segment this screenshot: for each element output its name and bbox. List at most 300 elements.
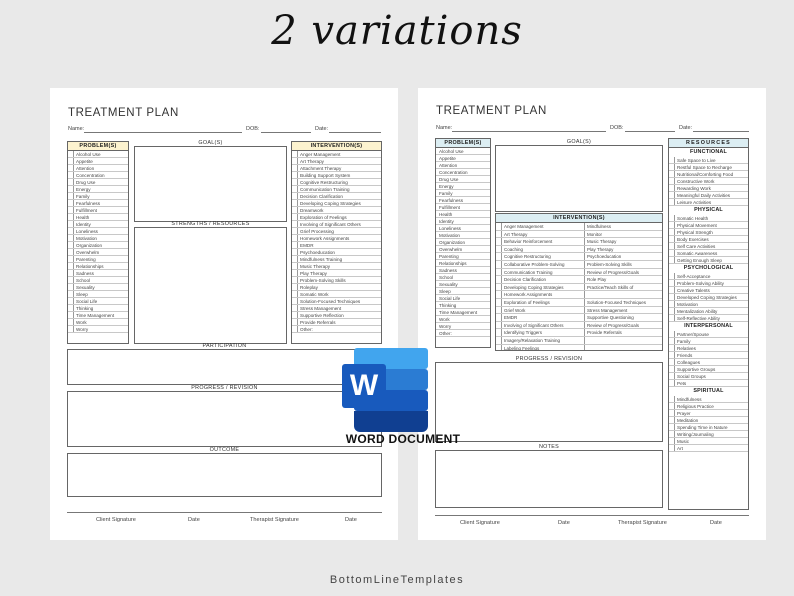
item-label: EMDR <box>504 315 518 321</box>
item-label: Dreamwork <box>300 208 324 213</box>
word-document-label: WORD DOCUMENT <box>345 432 461 446</box>
item-label: Thinking <box>439 303 457 308</box>
intervention-row[interactable] <box>292 298 381 305</box>
intervention-row[interactable] <box>292 186 381 193</box>
intervention-row[interactable] <box>292 242 381 249</box>
problem-row[interactable] <box>68 277 128 284</box>
item-label: Cognitive Restructuring <box>504 254 551 260</box>
resource-row[interactable] <box>669 331 748 338</box>
intervention-item[interactable] <box>496 276 579 283</box>
item-label: Coaching <box>504 246 524 252</box>
resource-row[interactable] <box>669 294 748 301</box>
treatment-plan-page-v1 <box>50 88 398 540</box>
progress-header: PROGRESS / REVISION <box>515 356 583 362</box>
resource-row[interactable] <box>669 280 748 287</box>
problem-row[interactable] <box>68 228 128 235</box>
intervention-row <box>496 314 662 322</box>
item-label: Involving of Significant Others <box>504 322 564 328</box>
item-label: Monitor <box>587 231 603 237</box>
problem-row[interactable] <box>68 172 128 179</box>
item-label: Nutritional/Comforting Food <box>677 172 734 177</box>
intervention-item[interactable] <box>579 299 662 306</box>
item-label: Involving of Significant Others <box>300 222 361 227</box>
intervention-item[interactable] <box>579 246 662 253</box>
item-label: Developing Coping Strategies <box>504 284 564 290</box>
item-label: Meaningful Daily Activities <box>677 193 731 198</box>
intervention-item[interactable] <box>579 231 662 238</box>
resource-row[interactable] <box>669 315 748 322</box>
intervention-row[interactable] <box>292 179 381 186</box>
intervention-item[interactable] <box>496 337 579 344</box>
resource-row[interactable] <box>669 345 748 352</box>
intervention-row[interactable] <box>292 235 381 242</box>
item-label: Friends <box>677 353 693 358</box>
participation-box[interactable] <box>67 349 382 385</box>
problem-row[interactable] <box>436 302 490 309</box>
problem-row[interactable] <box>436 183 490 190</box>
intervention-row[interactable] <box>292 291 381 298</box>
problem-row[interactable] <box>68 151 128 158</box>
intervention-item[interactable] <box>496 322 579 329</box>
item-label: Developing Coping Strategies <box>300 201 361 206</box>
intervention-item[interactable] <box>579 337 662 344</box>
word-logo <box>338 344 468 448</box>
resource-row[interactable] <box>669 199 748 206</box>
resource-row[interactable] <box>669 222 748 229</box>
participation-header: PARTICIPATION <box>202 343 247 349</box>
signature-line[interactable] <box>67 512 382 513</box>
strengths-box[interactable] <box>134 227 287 344</box>
problem-row[interactable] <box>68 263 128 270</box>
intervention-item[interactable] <box>579 261 662 268</box>
progress-header: PROGRESS / REVISION <box>191 385 258 391</box>
problem-row[interactable] <box>68 235 128 242</box>
problem-row[interactable] <box>68 256 128 263</box>
interventions-header: INTERVENTION(S) <box>496 214 662 223</box>
problem-row[interactable] <box>436 288 490 295</box>
resource-row[interactable] <box>669 431 748 438</box>
resource-row[interactable] <box>669 287 748 294</box>
problem-row[interactable] <box>436 239 490 246</box>
problem-row[interactable] <box>68 291 128 298</box>
goals-box[interactable] <box>134 146 287 222</box>
item-label: Relationships <box>76 264 104 269</box>
item-label: Prayer <box>677 411 691 416</box>
notes-header: NOTES <box>538 444 560 450</box>
problem-row[interactable] <box>436 155 490 162</box>
item-label: Play Therapy <box>300 271 327 276</box>
brand-footer: BottomLineTemplates <box>329 574 465 586</box>
resource-row[interactable] <box>669 308 748 315</box>
date-label: Date: <box>679 125 693 131</box>
name-field[interactable] <box>452 131 606 132</box>
item-label: Somatic Health <box>677 216 709 221</box>
problem-row[interactable] <box>68 242 128 249</box>
problem-row[interactable] <box>68 319 128 326</box>
item-label: Attachment Therapy <box>300 166 342 171</box>
item-label: Appetite <box>439 156 456 161</box>
problem-row[interactable] <box>68 193 128 200</box>
item-label: Provide Referrals <box>300 320 336 325</box>
date-label: Date <box>188 517 200 523</box>
item-label: School <box>439 275 454 280</box>
problem-row[interactable] <box>68 305 128 312</box>
resource-row[interactable] <box>669 410 748 417</box>
resource-row[interactable] <box>669 164 748 171</box>
problem-row[interactable] <box>68 179 128 186</box>
item-label: Meditation <box>677 418 699 423</box>
item-label: Sexuality <box>439 282 458 287</box>
intervention-item[interactable] <box>579 238 662 245</box>
item-label: School <box>76 278 91 283</box>
item-label: Motivation <box>677 302 698 307</box>
item-label: Identity <box>76 222 91 227</box>
item-label: Mindfulness <box>587 224 612 229</box>
problem-row[interactable] <box>68 249 128 256</box>
goals-header: GOAL(S) <box>566 139 592 145</box>
item-label <box>585 291 587 298</box>
problem-row[interactable] <box>68 158 128 165</box>
intervention-row[interactable] <box>292 256 381 263</box>
resource-row[interactable] <box>669 215 748 222</box>
interventions-header: INTERVENTION(S) <box>292 142 381 151</box>
date-field[interactable] <box>693 131 749 132</box>
intervention-item[interactable] <box>496 299 579 306</box>
item-label: Religious Practice <box>677 404 714 409</box>
problem-row[interactable] <box>68 165 128 172</box>
problem-row[interactable] <box>68 207 128 214</box>
item-label: Problem-Solving Skills <box>587 261 632 267</box>
resource-row[interactable] <box>669 417 748 424</box>
item-label: Grief Processing <box>300 229 334 234</box>
goals-box[interactable] <box>495 145 663 212</box>
progress-box[interactable] <box>67 391 382 447</box>
intervention-item[interactable] <box>496 231 579 238</box>
problem-row[interactable] <box>436 190 490 197</box>
item-label: Overwhelm <box>76 250 100 255</box>
resource-row[interactable] <box>669 185 748 192</box>
item-label: Behavior Reinforcement <box>504 239 553 245</box>
item-label: Family <box>439 191 453 196</box>
item-label: Cognitive Restructuring <box>300 180 348 185</box>
problem-row[interactable] <box>436 176 490 183</box>
interventions-box <box>495 213 663 351</box>
resource-row[interactable] <box>669 250 748 257</box>
item-label: Thinking <box>76 306 94 311</box>
resource-row[interactable] <box>669 301 748 308</box>
problem-row[interactable] <box>68 312 128 319</box>
problem-row[interactable] <box>436 232 490 239</box>
date-field[interactable] <box>329 132 381 133</box>
item-label: Health <box>76 215 90 220</box>
problems-header: PROBLEM(S) <box>68 142 128 151</box>
problem-row[interactable] <box>68 200 128 207</box>
item-label: Exploration of Feelings <box>504 299 550 305</box>
intervention-row[interactable] <box>292 207 381 214</box>
intervention-row <box>496 322 662 330</box>
item-label: Organization <box>76 243 103 248</box>
outcome-box[interactable] <box>67 453 382 497</box>
intervention-item[interactable] <box>496 329 579 336</box>
intervention-row[interactable] <box>292 165 381 172</box>
therapist-signature-label: Therapist Signature <box>618 520 667 526</box>
intervention-item[interactable] <box>579 345 662 352</box>
intervention-item[interactable] <box>496 223 579 230</box>
item-label: Relationships <box>439 261 467 266</box>
item-label: Motivation <box>76 236 97 241</box>
problem-row[interactable] <box>436 253 490 260</box>
name-label: Name: <box>68 126 85 132</box>
intervention-row[interactable] <box>292 151 381 158</box>
problem-row[interactable] <box>68 284 128 291</box>
date-label: Date <box>558 520 570 526</box>
item-label: Solution-Focused Techniques <box>300 299 361 304</box>
item-label: Colleagues <box>677 360 700 365</box>
item-label: Somatic Work <box>300 292 329 297</box>
item-label: Mindfulness Training <box>300 257 343 262</box>
problem-row[interactable] <box>68 214 128 221</box>
client-signature-label: Client Signature <box>96 517 136 523</box>
item-label: Physical Movement <box>677 223 717 228</box>
name-field[interactable] <box>84 132 242 133</box>
item-label: Energy <box>439 184 454 189</box>
resource-section-header: FUNCTIONAL <box>689 149 728 155</box>
item-label: Self-Reflective Ability <box>677 316 720 321</box>
resources-header: RESOURCES <box>669 139 748 148</box>
name-label: Name: <box>436 125 453 131</box>
resource-row[interactable] <box>669 273 748 280</box>
intervention-item[interactable] <box>579 269 662 276</box>
problem-row[interactable] <box>436 295 490 302</box>
resource-row[interactable] <box>669 366 748 373</box>
intervention-row[interactable] <box>292 305 381 312</box>
item-label: Fulfillment <box>76 208 97 213</box>
item-label: Family <box>677 339 691 344</box>
resource-row[interactable] <box>669 229 748 236</box>
resource-section-header: PHYSICAL <box>694 207 723 213</box>
item-label: Loneliness <box>76 229 98 234</box>
intervention-row[interactable] <box>292 312 381 319</box>
intervention-row[interactable] <box>292 214 381 221</box>
item-label: Attention <box>439 163 458 168</box>
item-label: Grief Work <box>504 307 526 313</box>
intervention-item[interactable] <box>496 253 579 260</box>
problem-row[interactable] <box>436 274 490 281</box>
item-label: Provide Referrals <box>587 330 622 336</box>
dob-label: DOB: <box>246 126 260 132</box>
item-label: Worry <box>76 327 89 332</box>
resource-row[interactable] <box>669 445 748 452</box>
problem-row[interactable] <box>436 162 490 169</box>
resource-section-header: SPIRITUAL <box>693 388 724 394</box>
problem-row[interactable] <box>436 218 490 225</box>
problem-row[interactable] <box>68 270 128 277</box>
word-w-icon: W <box>342 364 386 408</box>
item-label: Worry <box>439 324 452 329</box>
intervention-item[interactable] <box>496 307 579 314</box>
notes-box[interactable] <box>435 450 663 508</box>
intervention-item[interactable] <box>579 291 662 298</box>
intervention-item[interactable] <box>496 345 579 352</box>
intervention-row[interactable] <box>292 326 381 333</box>
item-label: Partner/Spouse <box>677 332 709 337</box>
problem-row[interactable] <box>436 330 490 337</box>
goals-header: GOAL(S) <box>198 140 223 146</box>
intervention-row[interactable] <box>292 270 381 277</box>
intervention-row[interactable] <box>292 193 381 200</box>
item-label: Family <box>76 194 90 199</box>
problem-row[interactable] <box>436 260 490 267</box>
intervention-row[interactable] <box>292 284 381 291</box>
resource-row[interactable] <box>669 403 748 410</box>
resource-row[interactable] <box>669 236 748 243</box>
page-title: TREATMENT PLAN <box>68 107 179 119</box>
intervention-item[interactable] <box>496 314 579 321</box>
item-label: Constructive Work <box>677 179 715 184</box>
resource-row[interactable] <box>669 373 748 380</box>
resource-row[interactable] <box>669 424 748 431</box>
item-label: Roleplay <box>300 285 318 290</box>
intervention-item[interactable] <box>496 261 579 268</box>
progress-box[interactable] <box>435 362 663 442</box>
dob-field[interactable] <box>261 132 311 133</box>
item-label: Practice/Teach Skills of <box>587 284 634 290</box>
resource-row[interactable] <box>669 338 748 345</box>
intervention-row <box>496 223 662 231</box>
problem-row[interactable] <box>436 281 490 288</box>
item-label: Sadness <box>439 268 457 273</box>
intervention-row[interactable] <box>292 228 381 235</box>
resource-row[interactable] <box>669 243 748 250</box>
intervention-row[interactable] <box>292 277 381 284</box>
problem-row[interactable] <box>436 323 490 330</box>
problem-row[interactable] <box>436 267 490 274</box>
page-title: TREATMENT PLAN <box>436 105 547 117</box>
item-label: Self-Acceptance <box>677 274 711 279</box>
intervention-item[interactable] <box>579 329 662 336</box>
resource-row[interactable] <box>669 438 748 445</box>
intervention-row[interactable] <box>292 319 381 326</box>
problem-row[interactable] <box>68 298 128 305</box>
intervention-item[interactable] <box>496 238 579 245</box>
problem-row[interactable] <box>436 211 490 218</box>
item-label: Social Life <box>76 299 98 304</box>
item-label: Anger Management <box>300 152 341 157</box>
problem-row[interactable] <box>436 169 490 176</box>
item-label: Appetite <box>76 159 93 164</box>
problem-row[interactable] <box>436 246 490 253</box>
item-label: Review of Progress/Goals <box>587 322 640 328</box>
intervention-row[interactable] <box>292 172 381 179</box>
intervention-item[interactable] <box>579 223 662 230</box>
item-label: Parenting <box>76 257 96 262</box>
problem-row[interactable] <box>436 225 490 232</box>
item-label: Identifying Triggers <box>504 330 543 336</box>
item-label: Self Care Activities <box>677 244 716 249</box>
item-label: Collaborative Problem-Solving <box>504 261 565 267</box>
item-label: Other: <box>300 327 313 332</box>
intervention-item[interactable] <box>579 253 662 260</box>
intervention-item[interactable] <box>496 246 579 253</box>
problem-row[interactable] <box>68 326 128 333</box>
intervention-item[interactable] <box>496 269 579 276</box>
item-label: Art <box>677 446 683 451</box>
item-label: Drug Use <box>76 180 96 185</box>
resource-row[interactable] <box>669 359 748 366</box>
resource-row[interactable] <box>669 171 748 178</box>
intervention-row[interactable] <box>292 221 381 228</box>
item-label: Alcohol Use <box>76 152 101 157</box>
resource-section-header: PSYCHOLOGICAL <box>683 265 734 271</box>
resource-section-header: INTERPERSONAL <box>684 323 733 329</box>
problem-row[interactable] <box>68 186 128 193</box>
signature-line[interactable] <box>435 515 749 516</box>
problems-box <box>67 141 129 344</box>
problem-row[interactable] <box>436 204 490 211</box>
intervention-item[interactable] <box>496 291 579 298</box>
resource-row[interactable] <box>669 380 748 387</box>
intervention-item[interactable] <box>579 314 662 321</box>
intervention-item[interactable] <box>579 322 662 329</box>
item-label: Loneliness <box>439 226 461 231</box>
item-label: Play Therapy <box>587 246 614 252</box>
intervention-row[interactable] <box>292 249 381 256</box>
intervention-item[interactable] <box>496 284 579 291</box>
item-label: Homework Assignments <box>300 236 350 241</box>
problem-row[interactable] <box>436 148 490 155</box>
problem-row[interactable] <box>436 316 490 323</box>
item-label: Music <box>677 439 689 444</box>
intervention-row[interactable] <box>292 263 381 270</box>
resource-row[interactable] <box>669 192 748 199</box>
item-label: Psychoeducation <box>300 250 335 255</box>
item-label: Review of Progress/Goals <box>587 269 640 275</box>
intervention-row[interactable] <box>292 158 381 165</box>
resource-row[interactable] <box>669 178 748 185</box>
resource-row[interactable] <box>669 396 748 403</box>
item-label: Drug Use <box>439 177 459 182</box>
intervention-row <box>496 337 662 345</box>
item-label: EMDR <box>300 243 314 248</box>
headline: 2 variations <box>271 8 523 54</box>
intervention-item[interactable] <box>579 307 662 314</box>
intervention-row <box>496 253 662 261</box>
item-label <box>585 337 587 344</box>
item-label <box>585 345 587 352</box>
resource-row[interactable] <box>669 157 748 164</box>
intervention-row[interactable] <box>292 200 381 207</box>
intervention-row <box>496 261 662 269</box>
resource-row[interactable] <box>669 352 748 359</box>
problem-row[interactable] <box>436 309 490 316</box>
item-label: Solution-Focused Techniques <box>587 299 646 305</box>
problem-row[interactable] <box>68 221 128 228</box>
item-label: Leisure Activities <box>677 200 712 205</box>
item-label: Supportive Groups <box>677 367 716 372</box>
item-label: Building Support System <box>300 173 351 178</box>
date-label: Date: <box>315 126 329 132</box>
dob-field[interactable] <box>625 131 675 132</box>
item-label: Exploration of Feelings <box>300 215 347 220</box>
item-label: Social Groups <box>677 374 706 379</box>
item-label: Communication Training <box>504 269 553 275</box>
intervention-item[interactable] <box>579 284 662 291</box>
client-signature-label: Client Signature <box>460 520 500 526</box>
intervention-item[interactable] <box>579 276 662 283</box>
resource-row[interactable] <box>669 257 748 264</box>
problem-row[interactable] <box>436 197 490 204</box>
problems-header: PROBLEM(S) <box>436 139 490 148</box>
